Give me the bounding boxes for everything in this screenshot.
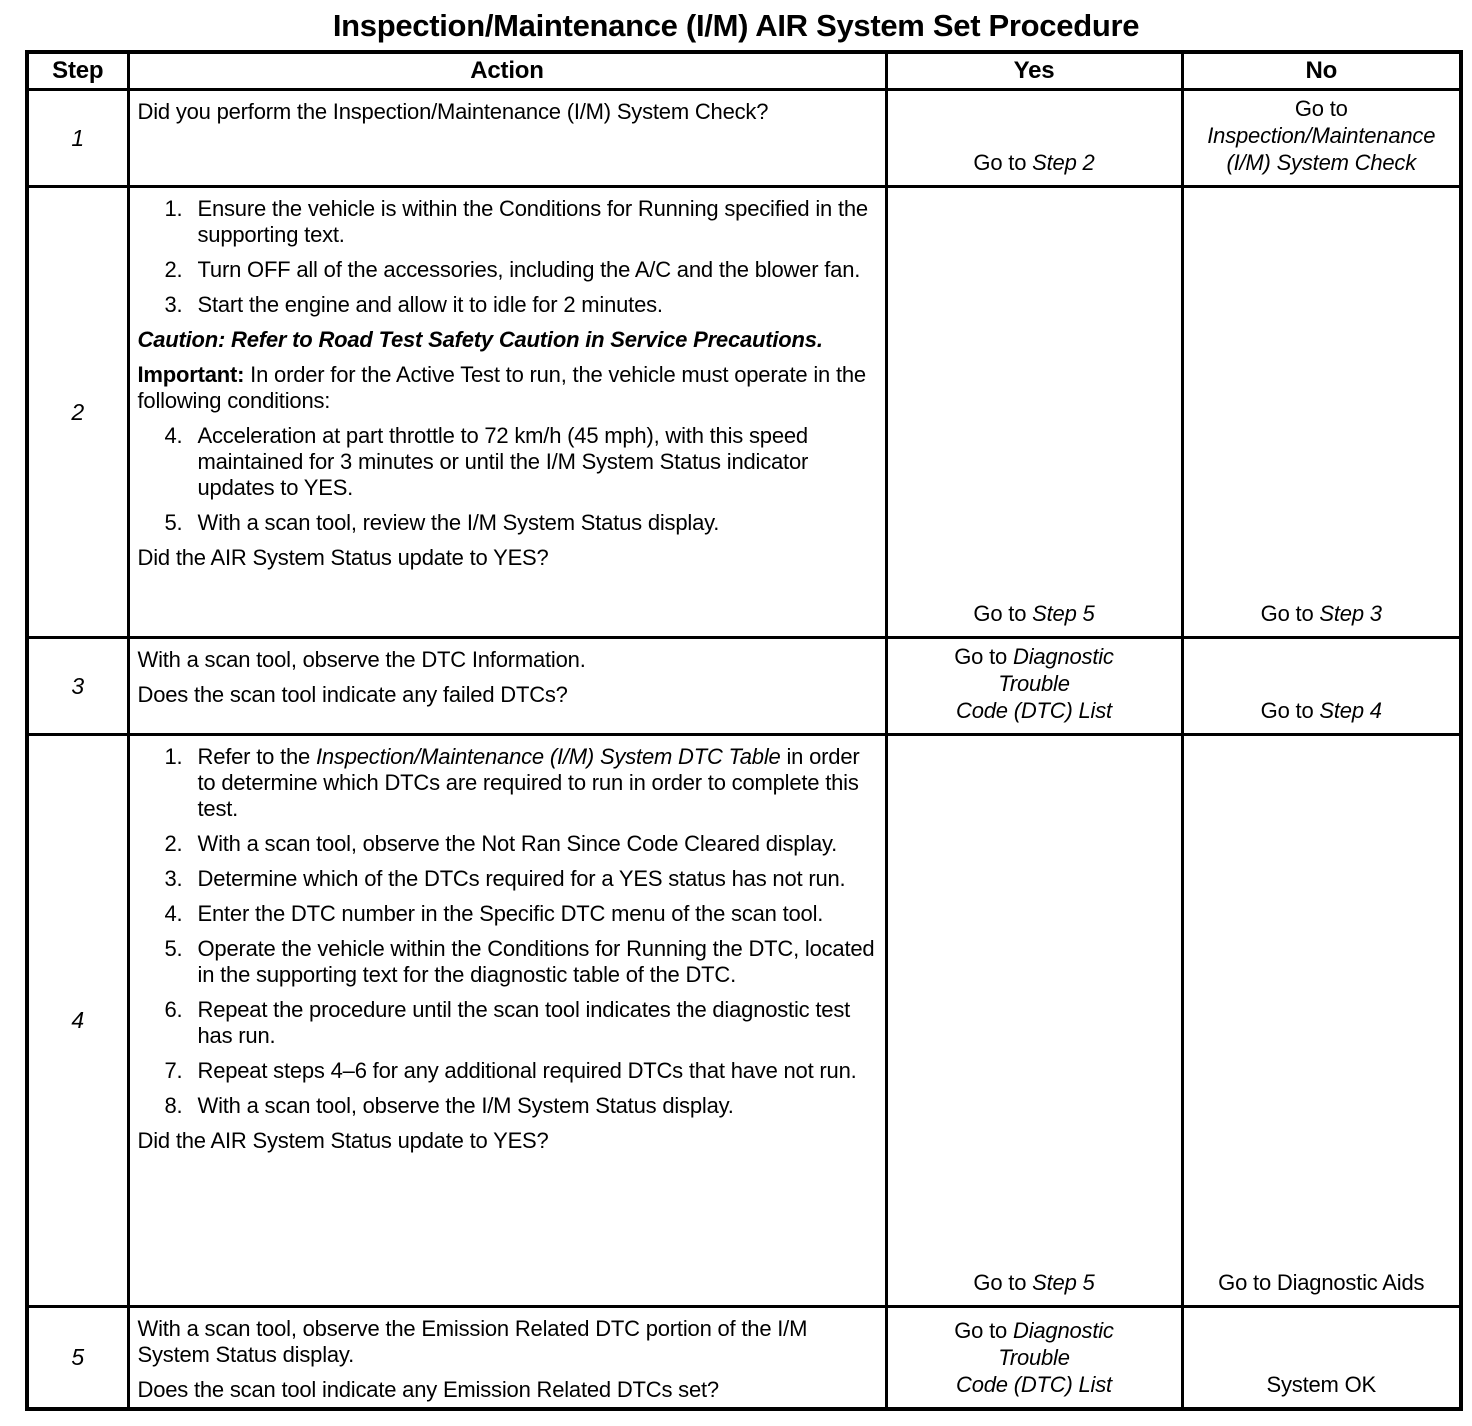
text-run: Step 4 xyxy=(1319,698,1382,723)
list-item-number: 5. xyxy=(164,936,183,961)
choice-line xyxy=(894,1317,1175,1344)
yes-cell xyxy=(886,187,1182,638)
table-row xyxy=(27,90,1461,187)
text-run: Trouble xyxy=(998,1345,1070,1370)
text-run: Did the AIR System Status update to YES? xyxy=(137,545,549,570)
text-run: In order for the Active Test to run, the vehicle must operate in the following conditions: xyxy=(137,362,866,413)
action-list-item xyxy=(138,423,875,501)
list-item-number: 1. xyxy=(164,744,183,769)
action-list-item xyxy=(138,292,875,318)
page-title: Inspection/Maintenance (I/M) AIR System Set Procedure xyxy=(332,8,1140,43)
no-cell xyxy=(1182,735,1461,1307)
list-item-number: 5. xyxy=(164,510,183,535)
list-item-text xyxy=(198,257,875,283)
list-item-number: 2. xyxy=(164,831,183,856)
action-list-item xyxy=(138,257,875,283)
action-paragraph xyxy=(138,327,875,353)
text-run: Go to xyxy=(1260,601,1320,626)
list-item-text xyxy=(198,423,875,501)
text-run: Go to Diagnostic Aids xyxy=(1218,1270,1425,1295)
text-run: Did the AIR System Status update to YES? xyxy=(137,1128,549,1153)
list-item-text xyxy=(198,292,875,318)
step-cell: 2 xyxy=(27,187,128,638)
choice-line xyxy=(1190,95,1454,122)
list-item-number: 3. xyxy=(164,292,183,317)
text-run: Go to xyxy=(1260,698,1320,723)
text-run: Important: xyxy=(137,362,245,387)
list-item-number: 7. xyxy=(164,1058,183,1083)
step-cell: 3 xyxy=(27,638,128,735)
choice-line xyxy=(1190,697,1454,724)
action-list-item xyxy=(138,196,875,248)
choice-line xyxy=(894,697,1175,724)
action-list-item xyxy=(138,866,875,892)
text-run: (I/M) System Check xyxy=(1226,150,1417,175)
table-row xyxy=(27,638,1461,735)
text-run: Step 5 xyxy=(1032,1270,1095,1295)
text-run: With a scan tool, observe the I/M System Status display. xyxy=(197,1093,734,1118)
text-run: Inspection/Maintenance xyxy=(1207,123,1436,148)
text-run: Refer to the xyxy=(197,744,316,769)
list-item-number: 2. xyxy=(164,257,183,282)
text-run: Step 5 xyxy=(1032,601,1095,626)
action-question xyxy=(138,1128,875,1154)
action-paragraph xyxy=(138,647,875,673)
choice-line xyxy=(894,670,1175,697)
list-item-text xyxy=(198,744,875,822)
action-list-item xyxy=(138,744,875,822)
yes-cell xyxy=(886,90,1182,187)
list-item-text xyxy=(198,1058,875,1084)
text-run: Caution: Refer to Road Test Safety Caution in Service Precautions. xyxy=(137,327,823,352)
list-item-number: 1. xyxy=(164,196,183,221)
list-item-number: 4. xyxy=(164,901,183,926)
text-run: Step 3 xyxy=(1319,601,1382,626)
action-paragraph xyxy=(138,99,875,125)
list-item-text xyxy=(198,196,875,248)
text-run: Go to xyxy=(973,601,1033,626)
table-row xyxy=(27,187,1461,638)
table-row xyxy=(27,1307,1461,1410)
action-paragraph xyxy=(138,362,875,414)
action-cell xyxy=(128,187,886,638)
text-run: Repeat the procedure until the scan tool indicates the diagnostic test has run. xyxy=(197,997,851,1048)
choice-line xyxy=(894,149,1175,176)
action-question xyxy=(138,545,875,571)
action-cell xyxy=(128,638,886,735)
choice-line xyxy=(1190,600,1454,627)
text-run: Ensure the vehicle is within the Conditions for Running specified in the supporting text. xyxy=(197,196,868,247)
action-paragraph xyxy=(138,1316,875,1368)
column-header-no: No xyxy=(1182,52,1461,90)
list-item-text xyxy=(198,831,875,857)
column-header-yes: Yes xyxy=(886,52,1182,90)
text-run: Diagnostic xyxy=(1013,1318,1114,1343)
text-run: Determine which of the DTCs required for a YES status has not run. xyxy=(197,866,846,891)
text-run: Turn OFF all of the accessories, including the A/C and the blower fan. xyxy=(197,257,861,282)
text-run: Enter the DTC number in the Specific DTC menu of the scan tool. xyxy=(197,901,824,926)
text-run: Go to xyxy=(973,150,1033,175)
text-run: Go to xyxy=(954,644,1013,669)
no-cell xyxy=(1182,1307,1461,1410)
yes-cell xyxy=(886,1307,1182,1410)
list-item-text xyxy=(198,1093,875,1119)
step-cell: 4 xyxy=(27,735,128,1307)
action-list-item xyxy=(138,831,875,857)
text-run: With a scan tool, review the I/M System Status display. xyxy=(197,510,720,535)
column-header-step: Step xyxy=(27,52,128,90)
text-run: Acceleration at part throttle to 72 km/h (45 mph), with this speed maintained for 3 minutes or until the I/M System Status indicator updates to YES. xyxy=(197,423,809,500)
list-item-text xyxy=(198,997,875,1049)
text-run: Trouble xyxy=(998,671,1070,696)
text-run: Did you perform the Inspection/Maintenance (I/M) System Check? xyxy=(137,99,769,124)
action-cell xyxy=(128,735,886,1307)
text-run: Inspection/Maintenance (I/M) System DTC Table xyxy=(315,744,781,769)
action-question xyxy=(138,682,875,708)
text-run: With a scan tool, observe the Not Ran Since Code Cleared display. xyxy=(197,831,838,856)
header-row xyxy=(27,52,1461,90)
action-list-item xyxy=(138,936,875,988)
action-list-item xyxy=(138,1058,875,1084)
text-run: Go to xyxy=(973,1270,1033,1295)
no-cell xyxy=(1182,187,1461,638)
text-run: Step 2 xyxy=(1032,150,1095,175)
table-row xyxy=(27,735,1461,1307)
no-cell xyxy=(1182,90,1461,187)
text-run: Go to xyxy=(1294,96,1348,121)
text-run: System OK xyxy=(1266,1372,1376,1397)
yes-cell xyxy=(886,735,1182,1307)
action-list-item xyxy=(138,1093,875,1119)
choice-line xyxy=(894,1344,1175,1371)
yes-cell xyxy=(886,638,1182,735)
choice-line xyxy=(894,643,1175,670)
text-run: Repeat steps 4–6 for any additional required DTCs that have not run. xyxy=(197,1058,857,1083)
list-item-number: 6. xyxy=(164,997,183,1022)
list-item-number: 4. xyxy=(164,423,183,448)
step-cell: 1 xyxy=(27,90,128,187)
list-item-text xyxy=(198,510,875,536)
list-item-number: 8. xyxy=(164,1093,183,1118)
choice-line xyxy=(1190,1269,1454,1296)
action-list-item xyxy=(138,510,875,536)
action-list-item xyxy=(138,901,875,927)
text-run: With a scan tool, observe the DTC Information. xyxy=(137,647,586,672)
column-header-action: Action xyxy=(128,52,886,90)
procedure-table xyxy=(25,50,1463,1411)
document-page xyxy=(0,8,1472,1411)
choice-line xyxy=(894,600,1175,627)
list-item-text xyxy=(198,936,875,988)
action-cell xyxy=(128,1307,886,1410)
text-run: Does the scan tool indicate any failed DTCs? xyxy=(137,682,568,707)
action-list-item xyxy=(138,997,875,1049)
list-item-number: 3. xyxy=(164,866,183,891)
text-run: Code (DTC) List xyxy=(956,1372,1112,1397)
no-cell xyxy=(1182,638,1461,735)
step-cell: 5 xyxy=(27,1307,128,1410)
list-item-text xyxy=(198,866,875,892)
choice-line xyxy=(1190,149,1454,176)
choice-line xyxy=(1190,1371,1454,1398)
text-run: Go to xyxy=(954,1318,1013,1343)
choice-line xyxy=(1190,122,1454,149)
choice-line xyxy=(894,1371,1175,1398)
text-run: Operate the vehicle within the Conditions for Running the DTC, located in the supporting text for the diagnostic table of the DTC. xyxy=(197,936,875,987)
text-run: With a scan tool, observe the Emission Related DTC portion of the I/M System Status display. xyxy=(137,1316,808,1367)
text-run: Diagnostic xyxy=(1013,644,1114,669)
list-item-text xyxy=(198,901,875,927)
text-run: Start the engine and allow it to idle for 2 minutes. xyxy=(197,292,663,317)
choice-line xyxy=(894,1269,1175,1296)
text-run: Does the scan tool indicate any Emission Related DTCs set? xyxy=(137,1377,719,1402)
text-run: in order to determine which DTCs are required to run in order to complete this test. xyxy=(197,744,860,821)
action-question xyxy=(138,1377,875,1403)
table-body xyxy=(27,90,1461,1410)
action-cell xyxy=(128,90,886,187)
text-run: Code (DTC) List xyxy=(956,698,1112,723)
